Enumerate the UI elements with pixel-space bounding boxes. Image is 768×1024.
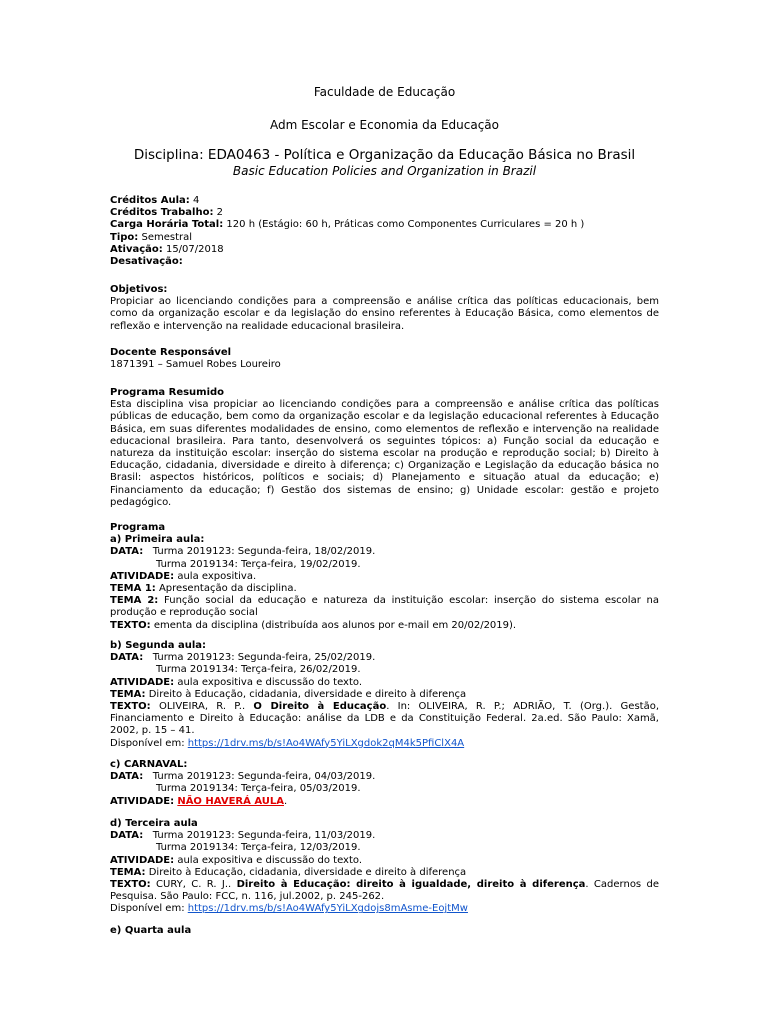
creditos-aula-row xyxy=(110,195,659,207)
texto-label: TEXTO: xyxy=(110,879,151,891)
aula-d-turma-1: Turma 2019123: Segunda-feira, 11/03/2019. xyxy=(152,830,376,842)
atividade-label: ATIVIDADE: xyxy=(110,854,175,866)
docente-name: 1871391 – Samuel Robes Loureiro xyxy=(110,359,281,371)
atividade-label: ATIVIDADE: xyxy=(110,570,175,582)
aula-d-data-row xyxy=(110,830,659,842)
department-title: Adm Escolar e Economia da Educação xyxy=(269,118,500,132)
aula-d-tema-row xyxy=(110,867,659,879)
aula-b-disponivel-row xyxy=(110,738,659,750)
programa-resumido-text: Esta disciplina visa propiciar ao licenciando condições para a compreensão e análise crítica das políticas públicas de educação, bem como da organização escolar e da legislação educacional referentes à Educação Básica, em suas diferentes modalidades de ensino, como elementos de reflexão e intervenção na realidade educacional brasileira. Para tanto, desenvolverá os seguintes tópicos: a) Função social da educação e natureza da instituição escolar: inserção do sistema escolar na produção e reprodução social; b) Direito à Educação, cidadania, diversidade e direito à diferença; c) Organização e Legislação da educação básica no Brasil: aspectos históricos, políticos e sociais; d) Planejamento e situação atual da educação; e) Financiamento da educação; f) Gestão dos sistemas de ensino; g) Unidade escolar: gestão e projeto pedagógico. xyxy=(110,399,659,508)
aula-a-tema2-row xyxy=(110,595,659,619)
tipo-label: Tipo: xyxy=(110,231,139,243)
aula-d-texto-row xyxy=(110,879,659,903)
creditos-aula-value: 4 xyxy=(192,195,200,206)
tema-label: TEMA: xyxy=(110,688,146,700)
aula-a-texto: ementa da disciplina (distribuída aos alunos por e-mail em 20/02/2019). xyxy=(153,619,517,631)
tema2-label: TEMA 2: xyxy=(110,595,159,607)
discipline-title: Disciplina: EDA0463 - Política e Organização da Educação Básica no Brasil xyxy=(133,147,636,163)
aula-d-texto-title: Direito à Educação: direito à igualdade, direito à diferença xyxy=(236,879,586,891)
data-label: DATA: xyxy=(110,546,144,558)
creditos-trabalho-label: Créditos Trabalho: xyxy=(110,207,214,219)
aula-a-tema2: Função social da educação e natureza da instituição escolar: inserção do sistema escolar na produção e reprodução social xyxy=(110,595,659,619)
ativacao-value: 15/07/2018 xyxy=(165,243,224,255)
aula-b-data-row xyxy=(110,652,659,664)
programa-section xyxy=(110,522,659,632)
creditos-trabalho-row xyxy=(110,207,659,219)
aula-e-title: e) Quarta aula xyxy=(110,925,192,936)
carga-horaria-label: Carga Horária Total: xyxy=(110,219,224,231)
course-info xyxy=(110,195,659,268)
aula-d-texto-author: CURY, C. R. J.. xyxy=(156,879,237,891)
creditos-trabalho-value: 2 xyxy=(216,207,224,219)
docente-section xyxy=(110,347,659,371)
programa-resumido-section xyxy=(110,387,659,509)
docente-heading: Docente Responsável xyxy=(110,347,232,358)
aula-b-tema-row xyxy=(110,689,659,701)
aula-a-turma-1: Turma 2019123: Segunda-feira, 18/02/2019. xyxy=(152,546,376,558)
aula-c-turma-1: Turma 2019123: Segunda-feira, 04/03/2019. xyxy=(152,771,376,783)
disponivel-label: Disponível em: xyxy=(110,903,185,915)
aula-d-atividade: aula expositiva e discussão do texto. xyxy=(177,854,363,866)
aula-d-disponivel-row xyxy=(110,903,659,915)
aula-c-title: c) CARNAVAL: xyxy=(110,759,188,770)
aula-a-texto-row xyxy=(110,620,659,632)
aula-d-link[interactable]: https://1drv.ms/b/s!Ao4WAfy5YiLXgdojs8mAsme-EojtMw xyxy=(187,903,468,915)
aula-c-section xyxy=(110,759,659,808)
ativacao-label: Ativação: xyxy=(110,243,163,255)
aula-b-title: b) Segunda aula: xyxy=(110,640,207,651)
faculty-title: Faculdade de Educação xyxy=(313,85,456,99)
aula-d-atividade-row xyxy=(110,855,659,867)
tema1-label: TEMA 1: xyxy=(110,583,156,595)
aula-a-atividade-row xyxy=(110,571,659,583)
aula-d-section xyxy=(110,818,659,916)
aula-b-turma-1: Turma 2019123: Segunda-feira, 25/02/2019. xyxy=(152,652,376,664)
data-label: DATA: xyxy=(110,830,144,842)
atividade-label: ATIVIDADE: xyxy=(110,676,175,688)
objetivos-heading: Objetivos: xyxy=(110,284,168,295)
aula-a-tema1-row xyxy=(110,583,659,595)
texto-label: TEXTO: xyxy=(110,701,151,713)
programa-resumido-heading: Programa Resumido xyxy=(110,387,225,398)
aula-b-atividade: aula expositiva e discussão do texto. xyxy=(177,676,363,688)
texto-label: TEXTO: xyxy=(110,619,151,631)
aula-a-tema1: Apresentação da disciplina. xyxy=(158,583,297,595)
tipo-value: Semestral xyxy=(141,231,193,243)
carga-horaria-value: 120 h (Estágio: 60 h, Práticas como Componentes Curriculares = 20 h ) xyxy=(226,219,585,231)
disponivel-label: Disponível em: xyxy=(110,737,185,749)
aula-d-texto-ref: . Cadernos de Pesquisa. São Paulo: FCC, n. 116, jul.2002, p. 245-262. xyxy=(110,879,659,903)
aula-b-section xyxy=(110,640,659,750)
aula-d-title: d) Terceira aula xyxy=(110,818,198,829)
atividade-label: ATIVIDADE: xyxy=(110,795,175,807)
carga-horaria-row xyxy=(110,219,659,231)
aula-a-turma-2: Turma 2019134: Terça-feira, 19/02/2019. xyxy=(156,558,361,570)
discipline-english-title: Basic Education Policies and Organization in Brazil xyxy=(232,164,537,178)
aula-b-tema: Direito à Educação, cidadania, diversidade e direito à diferença xyxy=(148,688,467,700)
data-label: DATA: xyxy=(110,652,144,664)
aula-b-texto-row xyxy=(110,701,659,738)
tema-label: TEMA: xyxy=(110,866,146,878)
aula-c-atividade-end: . xyxy=(284,795,288,807)
aula-d-turma-2: Turma 2019134: Terça-feira, 12/03/2019. xyxy=(156,842,361,854)
aula-b-texto-author: OLIVEIRA, R. P.. xyxy=(158,701,254,713)
aula-b-turma-2: Turma 2019134: Terça-feira, 26/02/2019. xyxy=(156,664,361,676)
aula-c-turma-2: Turma 2019134: Terça-feira, 05/03/2019. xyxy=(156,783,361,795)
aula-c-no-class-notice: NÃO HAVERÁ AULA xyxy=(177,795,285,807)
data-label: DATA: xyxy=(110,771,144,783)
aula-d-tema: Direito à Educação, cidadania, diversidade e direito à diferença xyxy=(148,866,467,878)
objetivos-text: Propiciar ao licenciando condições para a compreensão e análise crítica das políticas educacionais, bem como da organização escolar e da legislação do ensino referentes à Educação Básica, como elementos de reflexão e intervenção na realidade educacional brasileira. xyxy=(110,296,659,332)
aula-a-title: a) Primeira aula: xyxy=(110,534,205,546)
desativacao-row xyxy=(110,256,659,268)
programa-heading: Programa xyxy=(110,522,166,533)
aula-a-data-row xyxy=(110,546,659,558)
ativacao-row xyxy=(110,244,659,256)
aula-b-atividade-row xyxy=(110,677,659,689)
aula-c-atividade-row xyxy=(110,796,659,808)
aula-c-data-row xyxy=(110,771,659,783)
creditos-aula-label: Créditos Aula: xyxy=(110,195,190,206)
objetivos-section xyxy=(110,284,659,333)
tipo-row xyxy=(110,232,659,244)
aula-e-section xyxy=(110,925,659,937)
aula-b-texto-title: O Direito à Educação xyxy=(253,701,387,713)
aula-b-link[interactable]: https://1drv.ms/b/s!Ao4WAfy5YiLXgdok2qM4k5PfiClX4A xyxy=(187,737,465,749)
aula-b-texto-ref: . In: OLIVEIRA, R. P.; ADRIÃO, T. (Org.). Gestão, Financiamento e Direito à Educação: análise da LDB e da Constituição Federal. 2a.ed. São Paulo: Xamã, 2002, p. 15 – 41. xyxy=(110,701,659,737)
aula-a-atividade: aula expositiva. xyxy=(177,570,257,582)
desativacao-label: Desativação: xyxy=(110,256,183,268)
